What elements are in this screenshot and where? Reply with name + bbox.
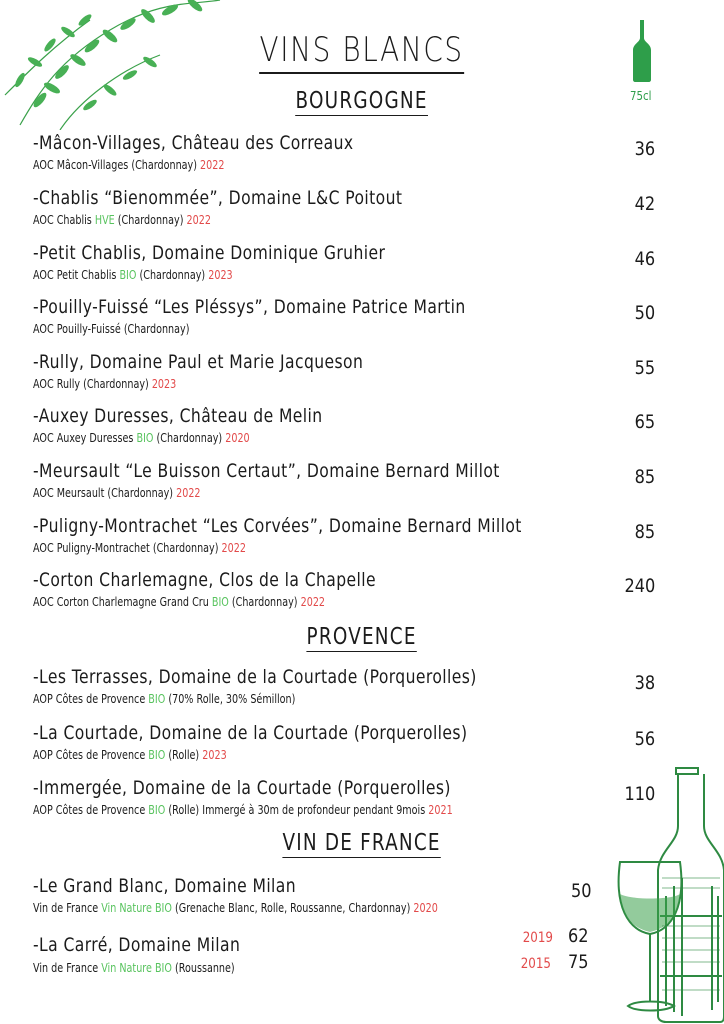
wine-appellation: AOP Côtes de Provence [33, 803, 146, 817]
wine-price: 62 [568, 925, 589, 947]
wine-vintage: 2021 [428, 803, 453, 817]
wine-appellation: AOC Rully [33, 377, 81, 391]
wine-name: -Petit Chablis, Domaine Dominique Gruhier [33, 242, 386, 264]
wine-appellation: AOC Puligny-Montrachet [33, 541, 150, 555]
wine-name: -Le Grand Blanc, Domaine Milan [33, 875, 297, 897]
wine-label: BIO [211, 595, 229, 609]
wine-grape: (Chardonnay) [131, 158, 197, 172]
wine-item [33, 515, 653, 565]
wine-label: HVE [94, 213, 115, 227]
wine-grape: (Rolle) [168, 748, 200, 762]
wine-detail [33, 322, 189, 336]
wine-bottle-icon [633, 20, 651, 82]
wine-price: 38 [634, 672, 655, 694]
wine-detail [33, 961, 235, 975]
wine-detail [33, 431, 250, 445]
wine-price: 85 [634, 466, 655, 488]
wine-name: -Pouilly-Fuissé “Les Pléssys”, Domaine Patrice Martin [33, 296, 466, 318]
wine-price: 50 [571, 880, 592, 902]
wine-grape: (Roussanne) [175, 961, 235, 975]
wine-name: -Immergée, Domaine de la Courtade (Porquerolles) [33, 777, 451, 799]
wine-appellation: AOP Côtes de Provence [33, 748, 146, 762]
wine-vintage: 2023 [208, 268, 233, 282]
wine-item [33, 569, 653, 619]
wine-grape: (Chardonnay) [156, 431, 223, 445]
wine-price: 110 [624, 783, 655, 805]
wine-grape: (Chardonnay) [107, 486, 174, 500]
wine-vintage: 2022 [221, 541, 246, 555]
wine-name: -Mâcon-Villages, Château des Correaux [33, 132, 354, 154]
wine-detail [33, 595, 325, 609]
wine-vintage: 2022 [300, 595, 326, 609]
menu-title [65, 30, 659, 70]
vintage-year: 2019 [522, 930, 553, 946]
wine-vintage: 2023 [202, 748, 227, 762]
wine-item [33, 722, 653, 772]
wine-vintage: 2022 [176, 486, 201, 500]
section-provence-title: PROVENCE [306, 624, 417, 650]
wine-name: -Chablis “Bienommée”, Domaine L&C Poitout [33, 187, 403, 209]
wine-price: 50 [634, 302, 655, 324]
section-provence [72, 624, 651, 650]
wine-name: -Meursault “Le Buisson Certaut”, Domaine Bernard Millot [33, 460, 500, 482]
wine-grape: (Chardonnay) [123, 322, 190, 336]
section-vin-de-france [72, 830, 651, 856]
menu-title-text: VINS BLANCS [259, 30, 463, 74]
wine-grape: (Grenache Blanc, Rolle, Roussanne, Chardonnay) [175, 901, 411, 915]
wine-grape: (Rolle) Immergé à 30m de profondeur pendant 9mois [168, 803, 426, 817]
wine-vintage: 2023 [151, 377, 177, 391]
wine-grape: (70% Rolle, 30% Sémillon) [168, 692, 296, 706]
section-vin-de-france-title: VIN DE FRANCE [282, 830, 441, 856]
wine-price: 75 [568, 951, 589, 973]
vintage-year: 2015 [520, 956, 551, 972]
wine-detail [33, 377, 176, 391]
wine-vintage: 2020 [225, 431, 250, 445]
wine-grape: (Chardonnay) [152, 541, 219, 555]
wine-item [33, 934, 513, 984]
wine-price: 36 [634, 138, 655, 160]
wine-price: 240 [624, 575, 655, 597]
wine-detail [33, 486, 201, 500]
wine-item [33, 242, 653, 292]
wine-price: 55 [634, 357, 655, 379]
wine-detail [33, 213, 211, 227]
wine-item [33, 187, 653, 237]
wine-detail [33, 158, 224, 172]
section-bourgogne [72, 88, 651, 114]
wine-item [33, 460, 653, 510]
wine-name: -La Carré, Domaine Milan [33, 934, 241, 956]
wine-appellation: AOC Meursault [33, 486, 105, 500]
wine-appellation: Vin de France [33, 901, 99, 915]
wine-appellation: AOC Auxey Duresses [33, 431, 134, 445]
wine-appellation: AOP Côtes de Provence [33, 692, 146, 706]
wine-label: BIO [148, 748, 166, 762]
wine-item [33, 351, 653, 401]
wine-price: 46 [634, 248, 655, 270]
wine-grape: (Chardonnay) [83, 377, 149, 391]
wine-price: 56 [634, 728, 655, 750]
wine-appellation: AOC Corton Charlemagne Grand Cru [33, 595, 209, 609]
wine-detail [33, 692, 295, 706]
wine-name: -Les Terrasses, Domaine de la Courtade (Porquerolles) [33, 666, 477, 688]
wine-vintage: 2020 [413, 901, 438, 915]
wine-vintage: 2022 [186, 213, 211, 227]
wine-label: BIO [148, 692, 166, 706]
wine-appellation: AOC Petit Chablis [33, 268, 117, 282]
wine-appellation: AOC Chablis [33, 213, 92, 227]
wine-label: BIO [136, 431, 154, 445]
wine-item [33, 875, 593, 925]
wine-name: -Auxey Duresses, Château de Melin [33, 405, 323, 427]
wine-appellation: Vin de France [33, 961, 99, 975]
wine-vintage: 2022 [200, 158, 225, 172]
wine-item [33, 405, 653, 455]
wine-detail [33, 803, 453, 817]
wine-label: BIO [119, 268, 137, 282]
wine-item [33, 666, 653, 716]
wine-detail [33, 268, 233, 282]
wine-detail [33, 541, 246, 555]
wine-name: -Puligny-Montrachet “Les Corvées”, Domaine Bernard Millot [33, 515, 522, 537]
wine-item [33, 132, 653, 182]
wine-label: BIO [148, 803, 166, 817]
wine-appellation: AOC Pouilly-Fuissé [33, 322, 121, 336]
wine-item [33, 777, 653, 827]
wine-price: 85 [634, 521, 655, 543]
wine-appellation: AOC Mâcon-Villages [33, 158, 129, 172]
wine-label: Vin Nature BIO [101, 901, 172, 915]
wine-label: Vin Nature BIO [101, 961, 172, 975]
wine-name: -Rully, Domaine Paul et Marie Jacqueson [33, 351, 364, 373]
wine-name: -Corton Charlemagne, Clos de la Chapelle [33, 569, 376, 591]
wine-detail [33, 748, 227, 762]
bottle-and-glass-sketch-icon [600, 766, 724, 1024]
section-bourgogne-title: BOURGOGNE [295, 88, 428, 114]
wine-grape: (Chardonnay) [117, 213, 184, 227]
wine-name: -La Courtade, Domaine de la Courtade (Porquerolles) [33, 722, 468, 744]
wine-detail [33, 901, 438, 915]
wine-grape: (Chardonnay) [139, 268, 206, 282]
wine-item [33, 296, 653, 346]
wine-grape: (Chardonnay) [231, 595, 298, 609]
wine-price: 65 [634, 411, 655, 433]
bottle-size-label: 75cl [630, 89, 652, 103]
wine-price: 42 [634, 193, 655, 215]
